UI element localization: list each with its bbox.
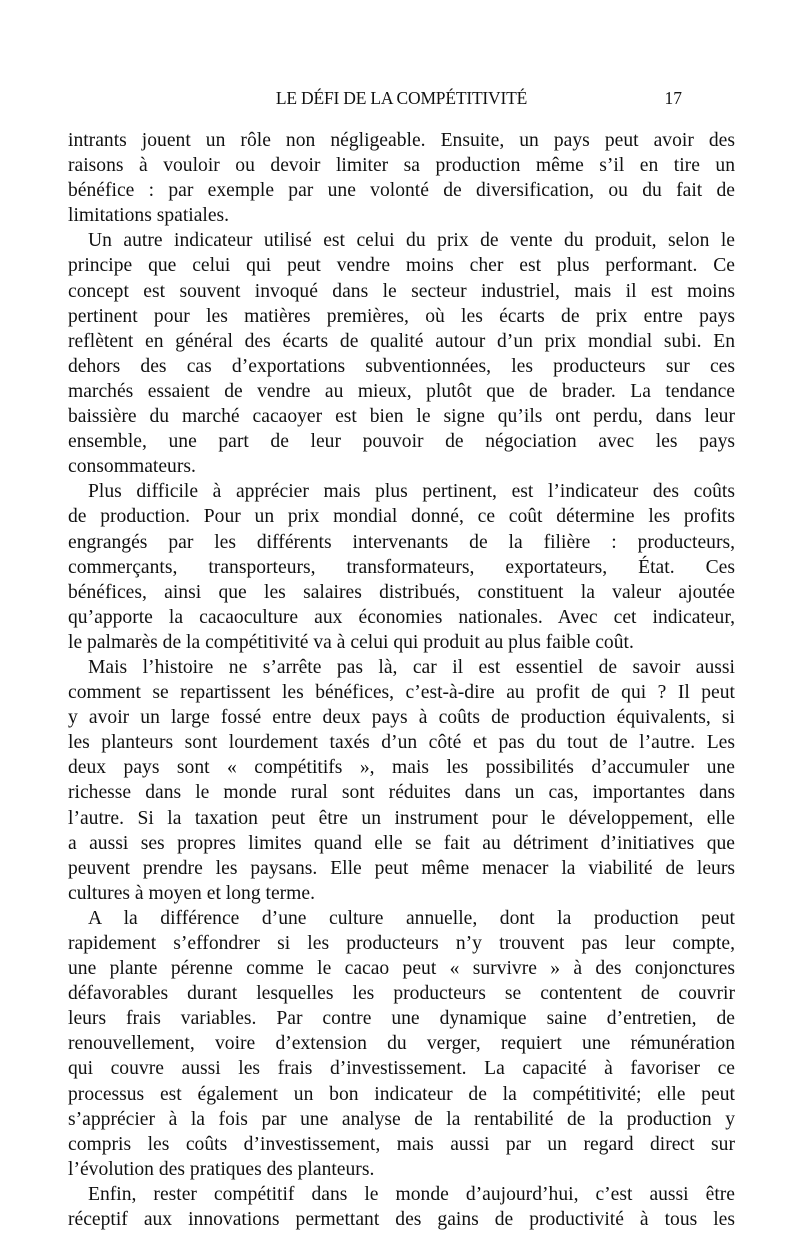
body-text — [68, 128, 735, 1232]
text-line: Un autre indicateur utilisé est celui du prix de vente du produit, selon le — [88, 230, 735, 252]
text-line: bénéfice : par exemple par une volonté de diversification, ou du fait de — [68, 180, 735, 202]
paragraph — [68, 128, 735, 228]
text-line: A la différence d’une culture annuelle, dont la production peut — [88, 907, 735, 929]
text-line: le palmarès de la compétitivité va à celui qui produit au plus faible coût. — [68, 631, 634, 653]
text-line: une plante pérenne comme le cacao peut « survivre » à des conjonctures — [68, 958, 735, 980]
text-line: Enfin, rester compétitif dans le monde d’aujourd’hui, c’est aussi être — [88, 1183, 735, 1205]
text-line: y avoir un large fossé entre deux pays à coûts de production équivalents, si — [68, 707, 735, 729]
text-line: peuvent prendre les paysans. Elle peut même menacer la viabilité de leurs — [68, 857, 735, 879]
text-line: de production. Pour un prix mondial donné, ce coût détermine les profits — [68, 506, 735, 528]
text-line: leurs frais variables. Par contre une dynamique saine d’entretien, de — [68, 1008, 735, 1030]
text-line: baissière du marché cacaoyer est bien le signe qu’ils ont perdu, dans leur — [68, 406, 735, 428]
text-line: qui couvre aussi les frais d’investissement. La capacité à favoriser ce — [68, 1058, 735, 1080]
running-header — [68, 88, 735, 112]
text-line: cultures à moyen et long terme. — [68, 882, 316, 904]
text-line: Plus difficile à apprécier mais plus pertinent, est l’indicateur des coûts — [88, 481, 735, 503]
text-line: principe que celui qui peut vendre moins cher est plus performant. Ce — [68, 255, 735, 277]
paragraph — [68, 655, 735, 906]
text-line: comment se repartissent les bénéfices, c’est-à-dire au profit de qui ? Il peut — [68, 682, 735, 704]
text-line: commerçants, transporteurs, transformateurs, exportateurs, État. Ces — [68, 556, 735, 578]
text-line: reflètent en général des écarts de qualité autour d’un prix mondial subi. En — [68, 330, 735, 352]
text-line: qu’apporte la cacaoculture aux économies nationales. Avec cet indicateur, — [68, 606, 735, 628]
text-line: compris les coûts d’investissement, mais aussi par un regard direct sur — [68, 1133, 735, 1155]
text-line: limitations spatiales. — [68, 205, 230, 227]
text-line: deux pays sont « compétitifs », mais les possibilités d’accumuler une — [68, 757, 735, 779]
text-line: défavorables durant lesquelles les producteurs se contentent de couvrir — [68, 983, 735, 1005]
text-line: processus est également un bon indicateur de la compétitivité; elle peut — [68, 1083, 735, 1105]
text-line: engrangés par les différents intervenants de la filière : producteurs, — [68, 531, 735, 553]
text-line: raisons à vouloir ou devoir limiter sa production même s’il en tire un — [68, 155, 735, 177]
paragraph — [68, 228, 735, 479]
running-title: LE DÉFI DE LA COMPÉTITIVITÉ — [275, 88, 528, 108]
text-line: réceptif aux innovations permettant des gains de productivité à tous les — [68, 1209, 735, 1231]
text-line: les planteurs sont lourdement taxés d’un côté et pas du tout de l’autre. Les — [68, 732, 735, 754]
text-line: rapidement s’effondrer si les producteurs n’y trouvent pas leur compte, — [68, 933, 735, 954]
text-line: dehors des cas d’exportations subventionnées, les producteurs sur ces — [68, 355, 735, 377]
text-line: pertinent pour les matières premières, où les écarts de prix entre pays — [68, 305, 735, 327]
text-line: ensemble, une part de leur pouvoir de négociation avec les pays — [68, 431, 735, 453]
paragraph — [68, 479, 735, 655]
text-line: intrants jouent un rôle non négligeable. Ensuite, un pays peut avoir des — [68, 130, 735, 151]
text-line: s’apprécier à la fois par une analyse de la rentabilité de la production y — [68, 1108, 735, 1130]
page-number: 17 — [664, 88, 682, 108]
text-line: l’autre. Si la taxation peut être un instrument pour le développement, elle — [68, 807, 735, 829]
paragraph — [68, 906, 735, 1182]
text-line: concept est souvent invoqué dans le secteur industriel, mais il est moins — [68, 280, 735, 302]
text-line: bénéfices, ainsi que les salaires distribués, constituent la valeur ajoutée — [68, 581, 735, 603]
text-line: consommateurs. — [68, 456, 196, 478]
text-line: l’évolution des pratiques des planteurs. — [68, 1158, 375, 1180]
paragraph — [68, 1182, 735, 1232]
text-line: richesse dans le monde rural sont réduites dans un cas, importantes dans — [68, 782, 735, 804]
text-line: a aussi ses propres limites quand elle se fait au détriment d’initiatives que — [68, 832, 735, 854]
text-line: Mais l’histoire ne s’arrête pas là, car il est essentiel de savoir aussi — [88, 656, 735, 678]
text-line: marchés essaient de vendre au mieux, plutôt que de brader. La tendance — [68, 380, 735, 402]
text-line: renouvellement, voire d’extension du verger, requiert une rémunération — [68, 1033, 735, 1055]
